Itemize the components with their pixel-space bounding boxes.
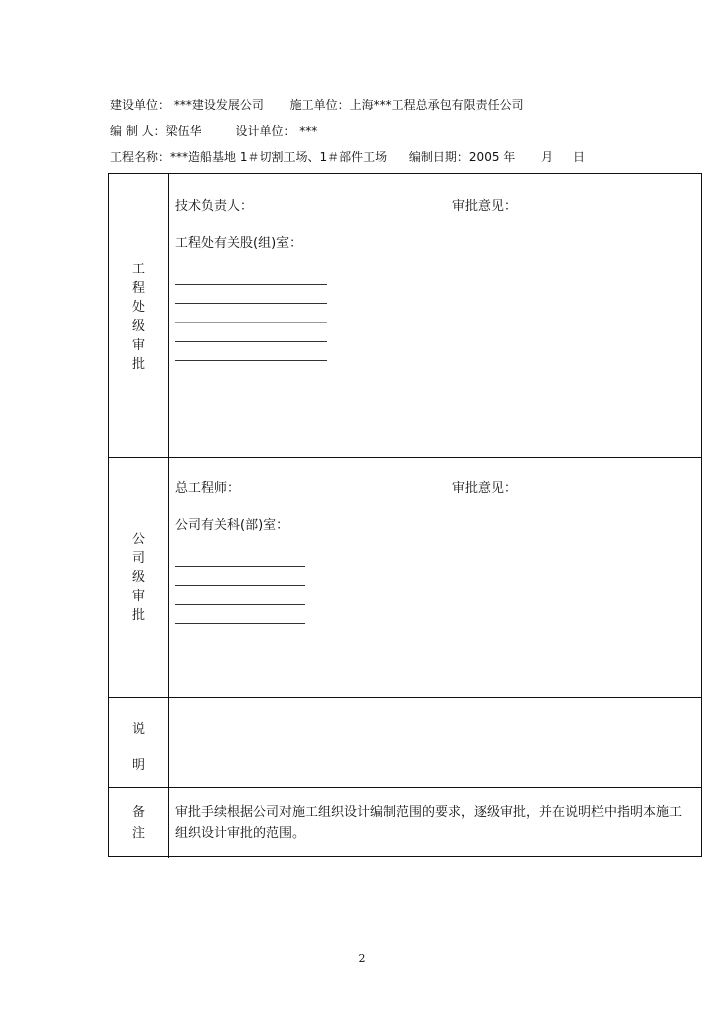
company-office-label: 公司有关科(部)室： xyxy=(175,518,290,533)
design-unit: 设计单位： *** xyxy=(235,124,318,138)
signature-line xyxy=(175,585,305,586)
compile-date: 编制日期：2005 年 xyxy=(408,150,516,164)
header-line-3 xyxy=(110,148,585,165)
construction-contractor: 施工单位：上海***工程总承包有限责任公司 xyxy=(289,98,524,112)
signature-line xyxy=(175,303,327,304)
explanation-row xyxy=(109,698,701,788)
construction-unit: 建设单位： ***建设发展公司 xyxy=(110,98,264,112)
signature-line xyxy=(175,604,305,605)
dept-opinion-label: 审批意见： xyxy=(452,199,518,214)
dept-approval-label: 工 程 处 级 审 批 xyxy=(131,262,145,372)
project-name: 工程名称：***造船基地 1＃切割工场、1＃部件工场 xyxy=(110,150,388,164)
signature-line xyxy=(175,322,327,323)
chief-engineer-label: 总工程师： xyxy=(175,481,241,496)
dept-office-label: 工程处有关股(组)室： xyxy=(175,236,303,251)
remarks-label: 备 注 xyxy=(131,805,145,841)
dept-approval-row xyxy=(109,174,701,458)
signature-line xyxy=(175,623,305,624)
tech-lead-label: 技术负责人： xyxy=(175,199,254,214)
compiler: 编 制 人：梁伍华 xyxy=(110,124,202,138)
signature-line xyxy=(175,341,327,342)
compile-month: 月 xyxy=(541,150,554,164)
company-approval-label: 公 司 级 审 批 xyxy=(131,532,145,623)
signature-line xyxy=(175,360,327,361)
remarks-row xyxy=(109,788,701,858)
page-number: 2 xyxy=(358,952,366,965)
approval-form xyxy=(108,173,702,857)
company-approval-row xyxy=(109,458,701,698)
header-line-1 xyxy=(110,96,524,113)
signature-line xyxy=(175,284,327,285)
company-opinion-label: 审批意见： xyxy=(452,481,518,496)
compile-day: 日 xyxy=(572,150,585,164)
signature-line xyxy=(175,566,305,567)
explanation-label: 说 明 xyxy=(131,722,145,773)
header-line-2 xyxy=(110,122,317,139)
remarks-text: 审批手续根据公司对施工组织设计编制范围的要求，逐级审批，并在说明栏中指明本施工组织设计审批的范围。 xyxy=(175,805,683,841)
